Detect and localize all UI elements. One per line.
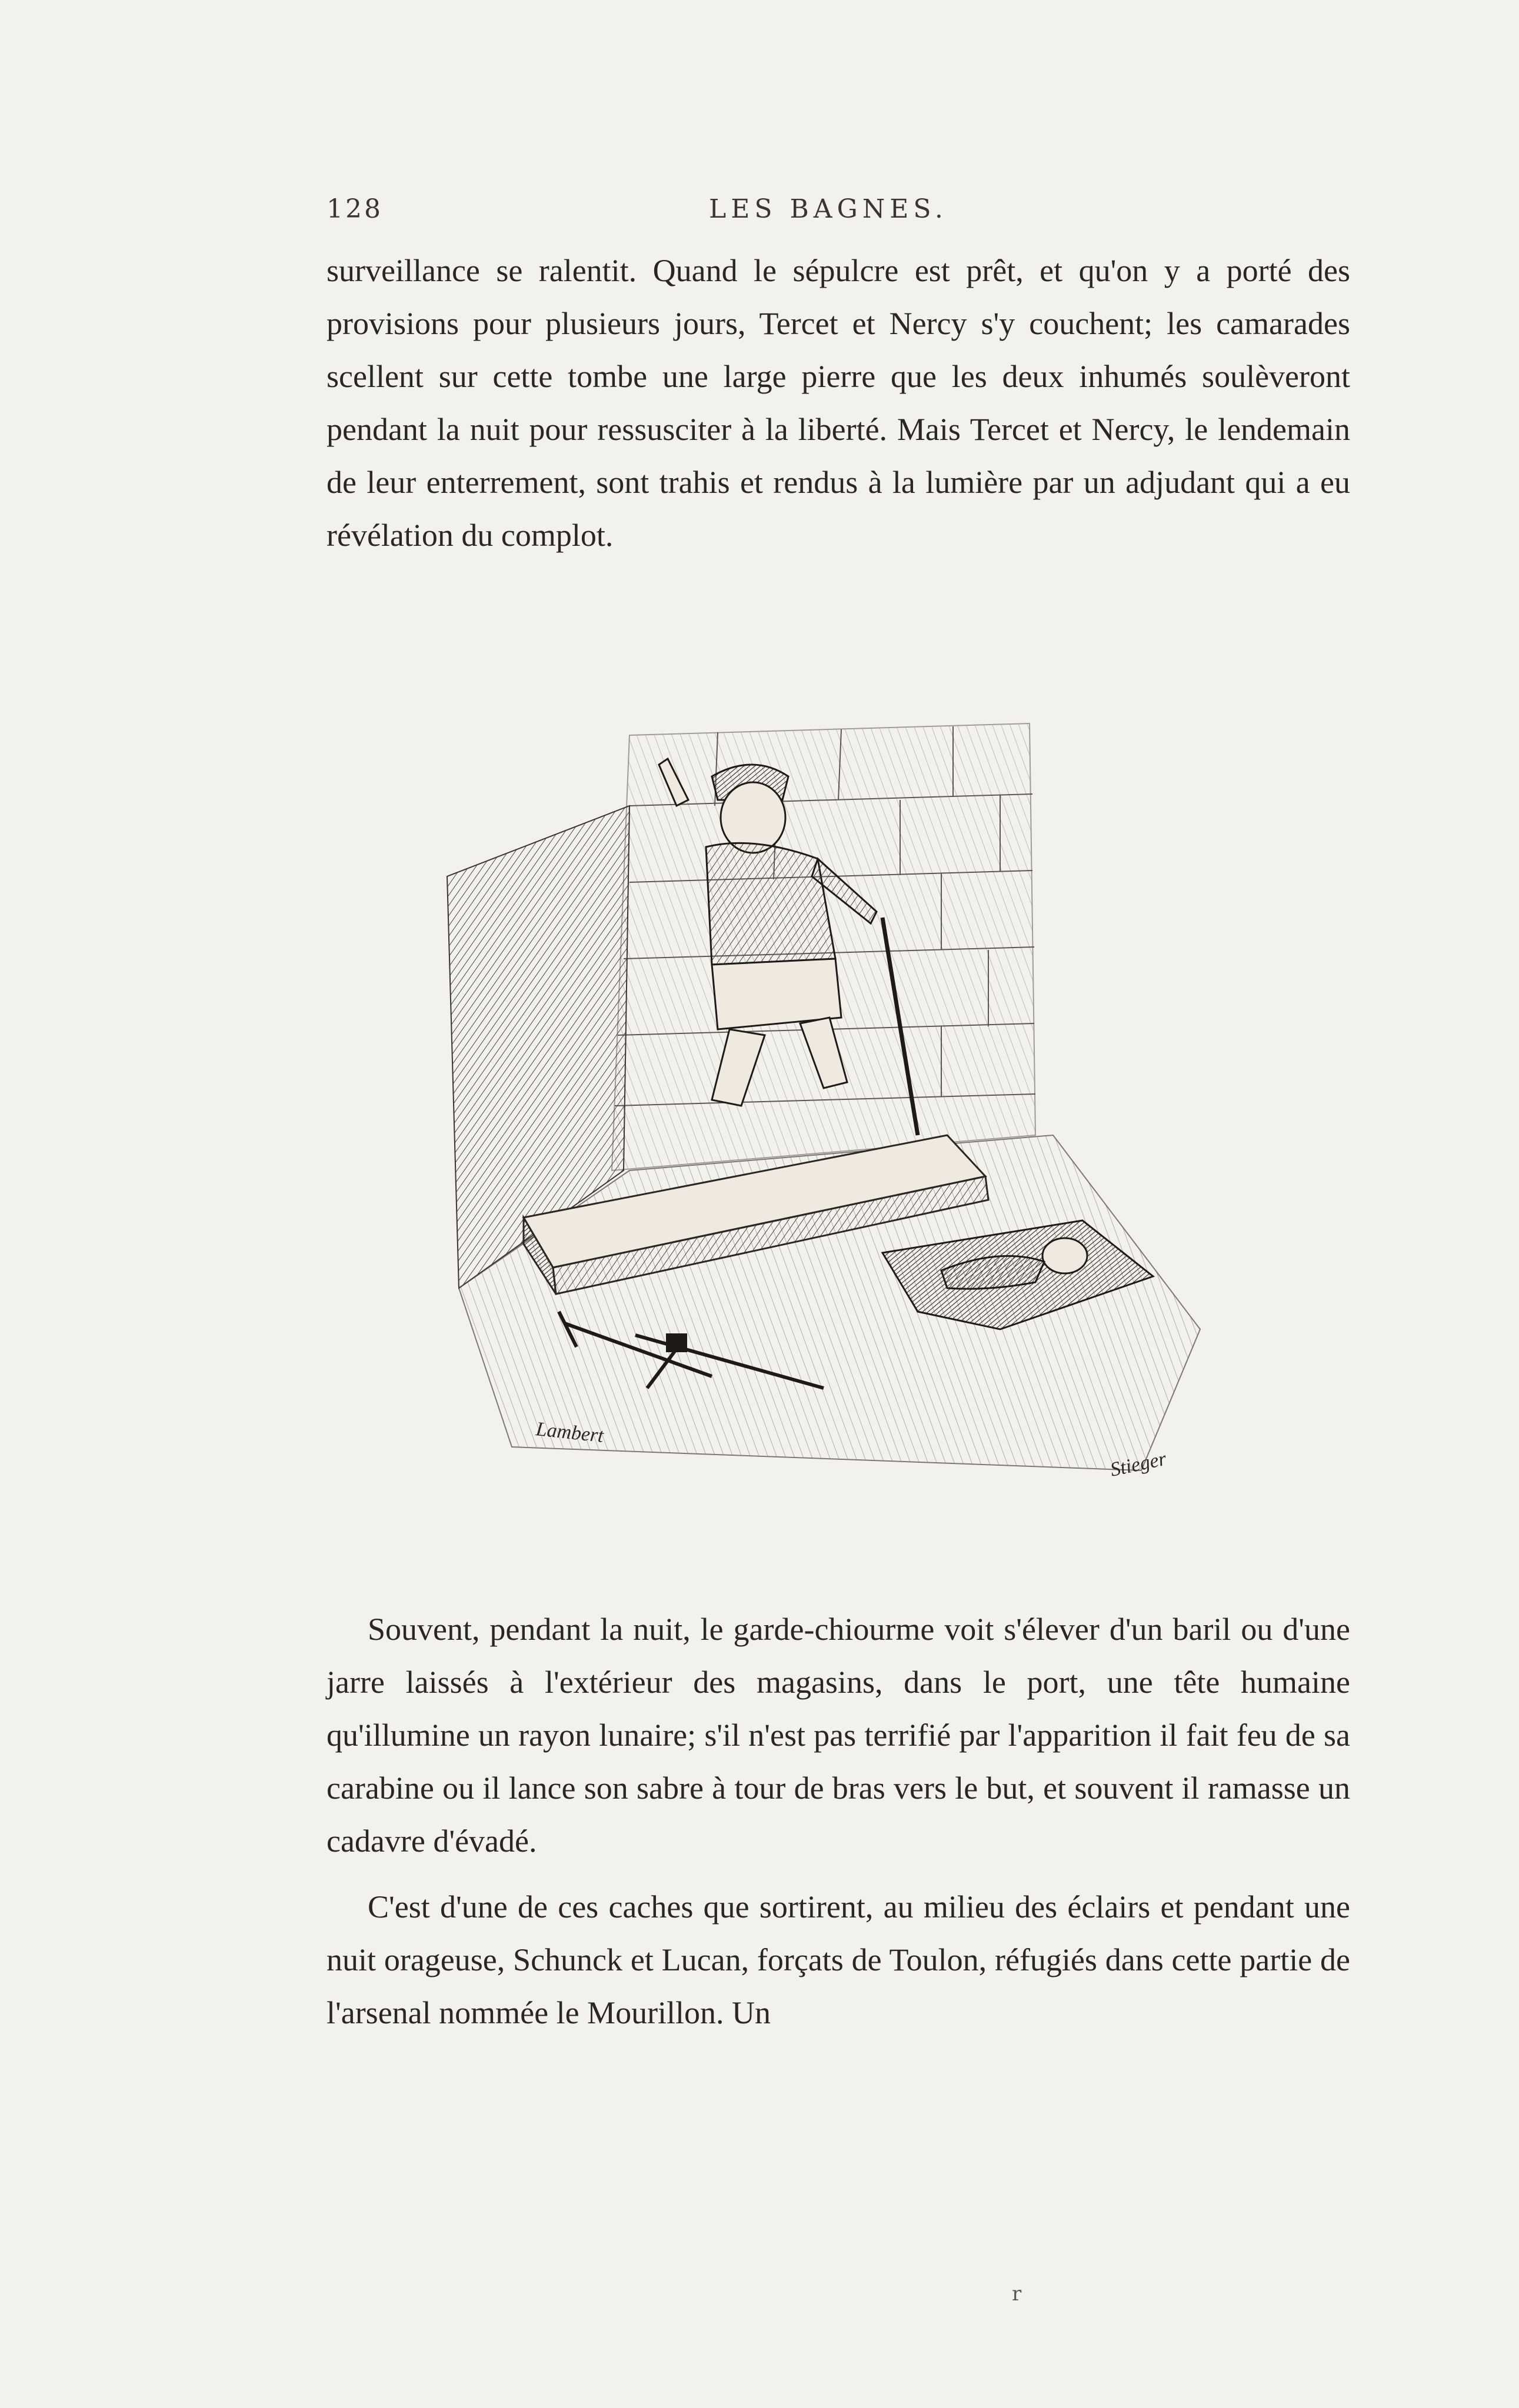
paragraph: surveillance se ralentit. Quand le sépulcre est prêt, et qu'on y a porté des provisions pour plusieurs jours, Tercet et Nercy s'y couchent; les camarades scellent sur cette tombe une large pierre que les deux inhumés soulèveront pendant la nuit pour ressusciter à la liberté. Mais Tercet et Nercy, le lendemain de leur enterrement, sont trahis et rendus à la lumière par un adjudant qui a eu révélation du complot.	[327, 253, 1350, 553]
engraving-svg	[435, 688, 1212, 1512]
running-head	[327, 194, 1356, 229]
running-title: LES BAGNES.	[709, 194, 948, 224]
footer-mark: r	[1012, 2282, 1022, 2306]
paragraph: C'est d'une de ces caches que sortirent, au milieu des éclairs et pendant une nuit orageuse, Schunck et Lucan, forçats de Toulon, réfugiés dans cette partie de l'arsenal nommée le Mourillon. Un	[327, 1889, 1350, 2030]
page-number: 128	[327, 194, 383, 224]
signature-left: Lambert	[535, 1418, 605, 1448]
engraving-illustration	[435, 688, 1212, 1512]
signature-right: Stieger	[1108, 1448, 1168, 1481]
text-block-bottom	[327, 1603, 1350, 2039]
text-block-top	[327, 244, 1350, 562]
paragraph: Souvent, pendant la nuit, le garde-chiourme voit s'élever d'un baril ou d'une jarre laissés à l'extérieur des magasins, dans le port, une tête humaine qu'illumine un rayon lunaire; s'il n'est pas terrifié par l'apparition il fait feu de sa carabine ou il lance son sabre à tour de bras vers le but, et souvent il ramasse un cadavre d'évadé.	[327, 1612, 1350, 1859]
